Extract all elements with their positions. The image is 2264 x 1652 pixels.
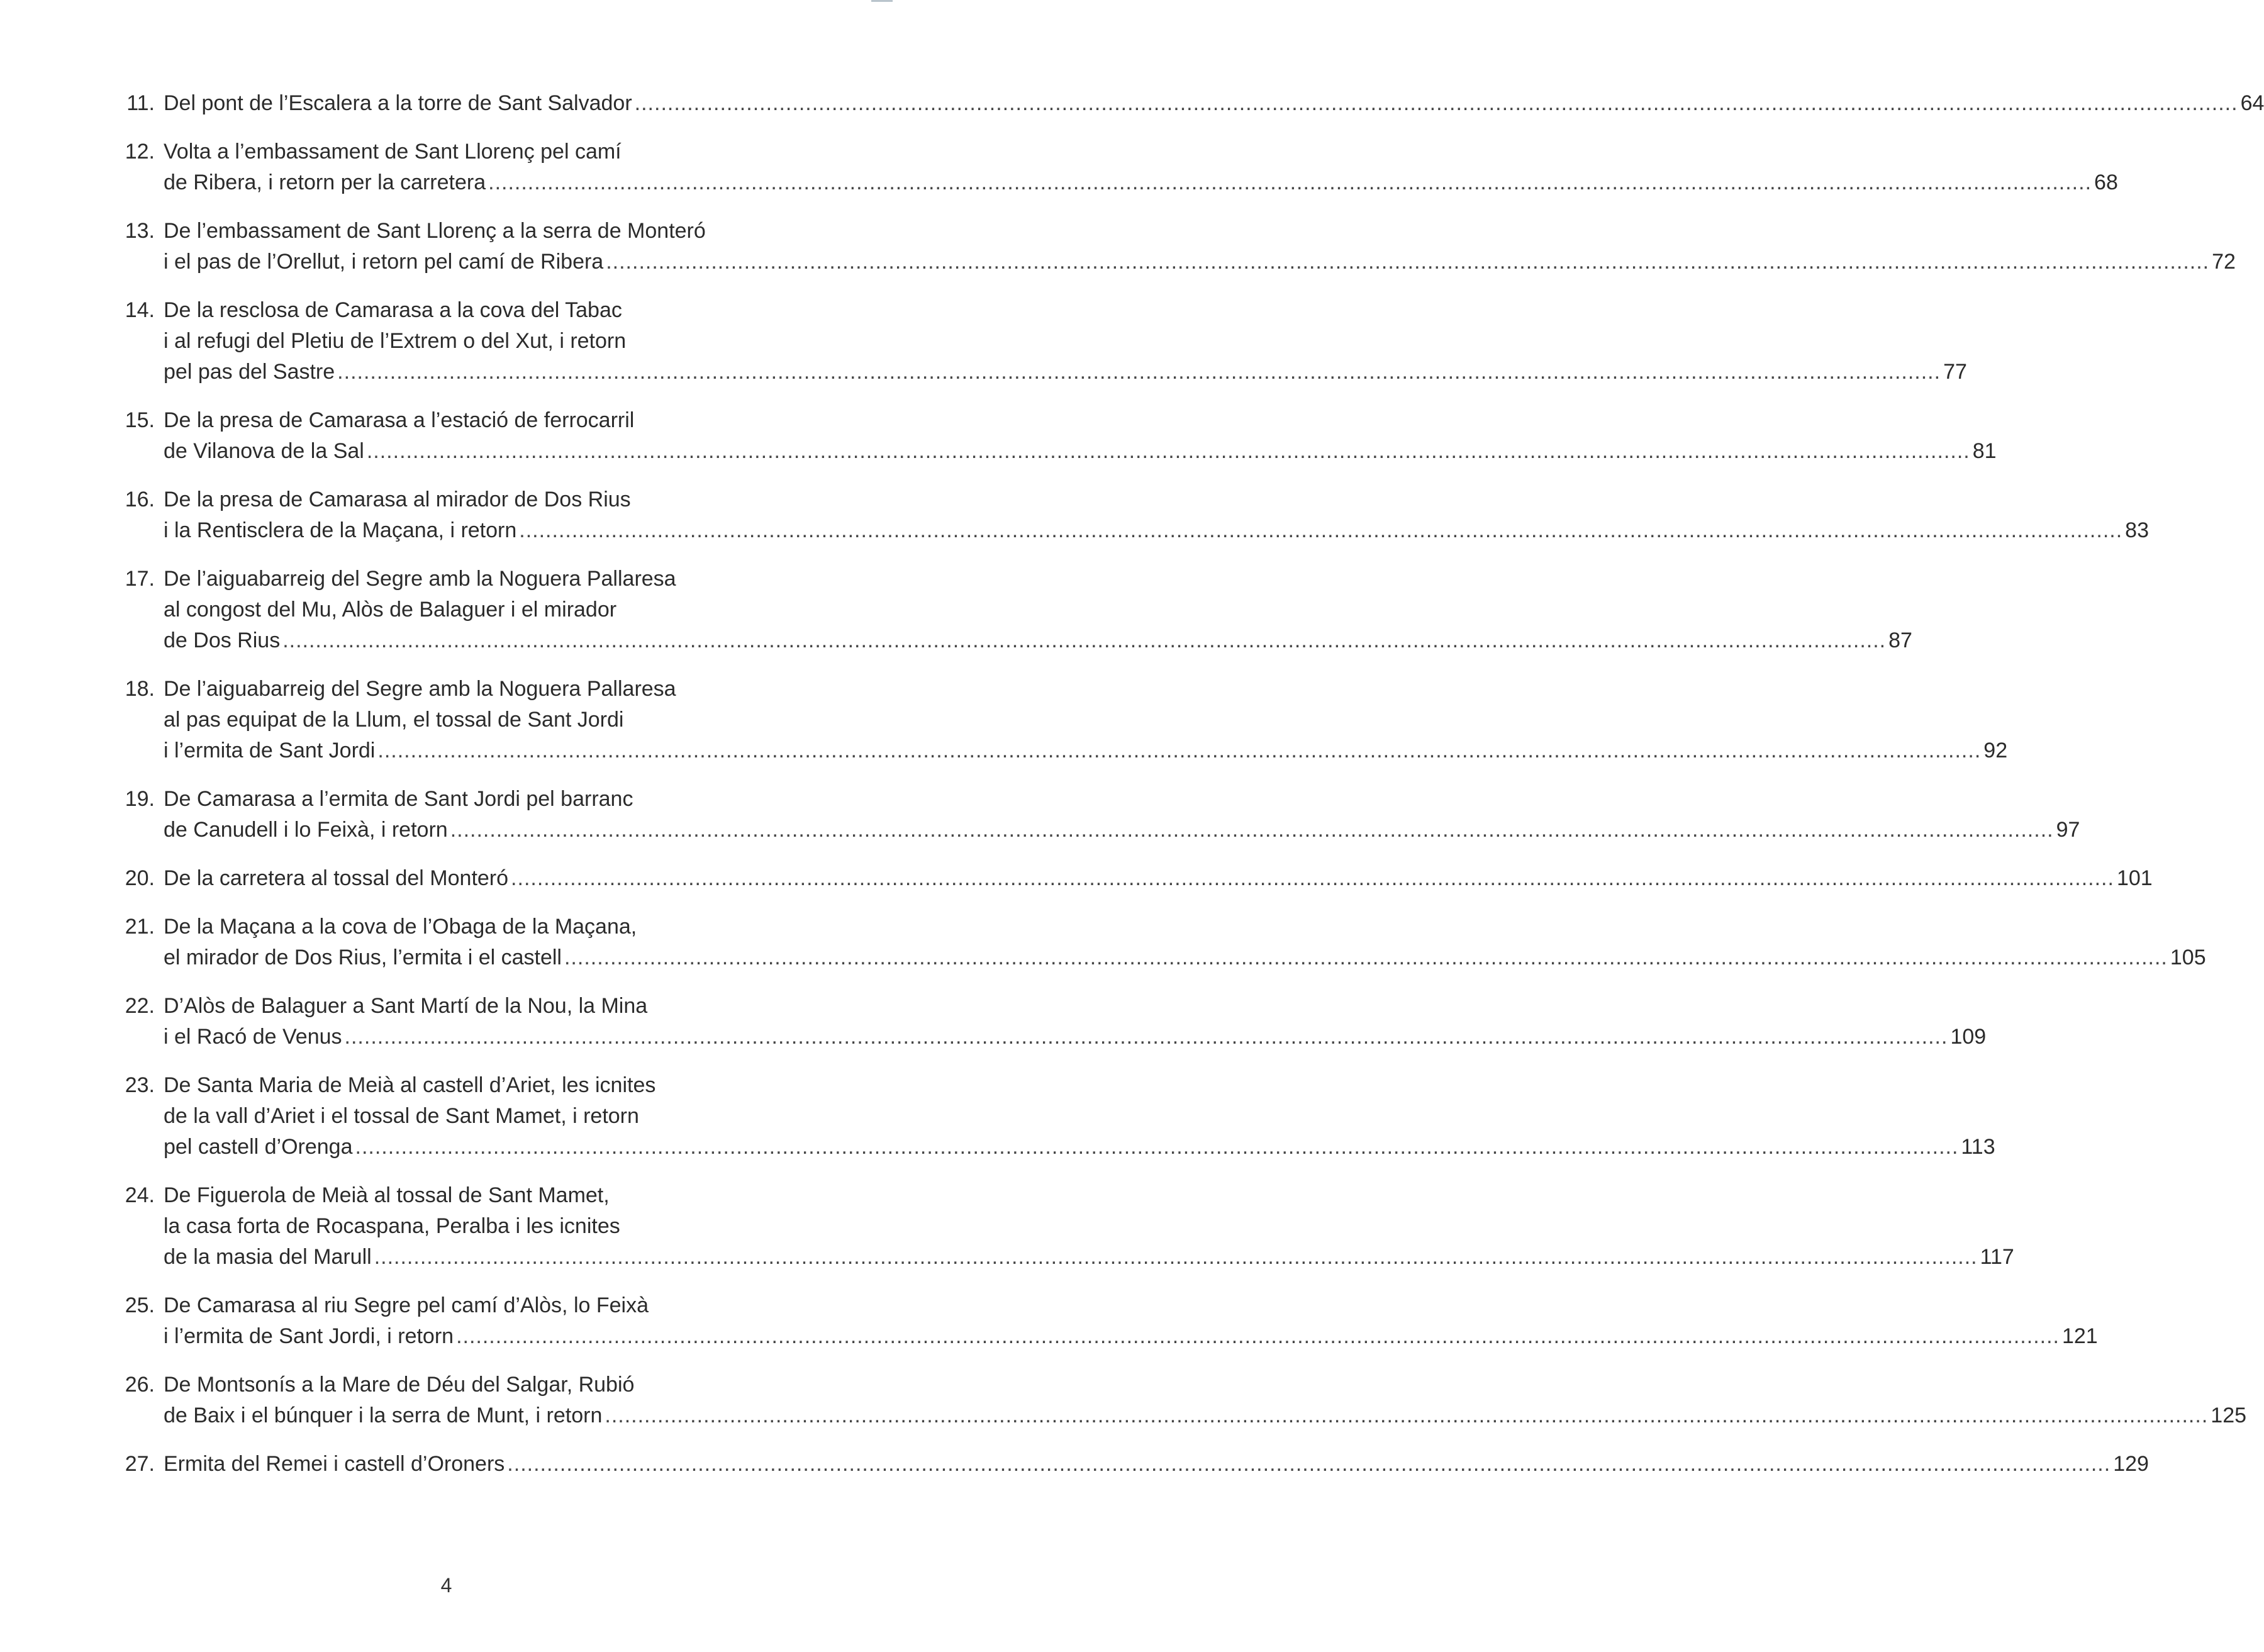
toc-entry [106, 912, 2206, 973]
toc-entry-last-line [164, 1022, 1986, 1052]
toc-entry-page: 68 [2094, 170, 2118, 194]
toc-entry [106, 1370, 2247, 1431]
toc-entry-title [164, 863, 2153, 894]
toc-entry [106, 1449, 2149, 1480]
toc-entry-page: 105 [2170, 946, 2206, 969]
toc-entry-last-line [164, 1242, 2014, 1273]
toc-entry-line: i al refugi del Pletiu de l’Extrem o del Xut, i retorn [164, 329, 627, 353]
toc-entry [106, 1070, 1995, 1163]
toc-entry-page: 87 [1888, 628, 1912, 652]
toc-entry-line: pel pas del Sastre [164, 360, 335, 384]
toc-entry-page: 77 [1943, 360, 1967, 384]
toc-entry [106, 484, 2149, 546]
toc-entry-number: 17. [125, 567, 155, 591]
dot-leader [488, 167, 2092, 198]
dot-leader [564, 942, 2168, 973]
toc-entry-line: De Camarasa al riu Segre pel camí d’Alòs, lo Feixà [164, 1293, 649, 1317]
toc-entry-line: De la resclosa de Camarasa a la cova del Tabac [164, 298, 622, 322]
toc-entry-title [164, 991, 1986, 1052]
toc-entry-title [164, 484, 2149, 546]
toc-entry-page: 125 [2211, 1404, 2247, 1427]
toc-entry-line: De Santa Maria de Meià al castell d’Ariet, les icnites [164, 1073, 656, 1097]
toc-entry-line: el mirador de Dos Rius, l’ermita i el castell [164, 946, 562, 969]
toc-entry [106, 564, 1912, 656]
toc-entry-last-line [164, 735, 2007, 766]
toc-entry-line: de la masia del Marull [164, 1245, 372, 1269]
toc-entry-line: De Montsonís a la Mare de Déu del Salgar, Rubió [164, 1373, 635, 1397]
page-number: 4 [440, 1574, 452, 1597]
toc-entry-last-line [164, 942, 2206, 973]
toc-entry [106, 674, 2008, 766]
toc-entry-page: 113 [1961, 1135, 1995, 1159]
toc-entry-number: 11. [126, 91, 155, 115]
toc-entry-title [164, 1070, 1995, 1163]
toc-entry-line: de la vall d’Ariet i el tossal de Sant Mamet, i retorn [164, 1104, 639, 1128]
toc-entry-number: 21. [125, 915, 155, 939]
toc-entry-line: i l’ermita de Sant Jordi [164, 739, 376, 762]
toc-entry-page: 92 [1983, 739, 2008, 762]
toc-entry-page: 64 [2240, 91, 2264, 115]
toc-entry-title [164, 216, 2236, 277]
toc-entry-line: De l’aiguabarreig del Segre amb la Noguera Pallaresa [164, 567, 676, 591]
toc-entry-line: De l’aiguabarreig del Segre amb la Noguera Pallaresa [164, 677, 676, 701]
toc-entry-page: 109 [1950, 1025, 1987, 1049]
toc-entry-line: de Baix i el búnquer i la serra de Munt, i retorn [164, 1404, 603, 1427]
toc-entry-title [164, 912, 2206, 973]
toc-entry-title [164, 674, 2007, 766]
toc-entry-line: De Camarasa a l’ermita de Sant Jordi pel barranc [164, 787, 633, 811]
toc-entry-title [164, 295, 1967, 388]
toc-entry-title [164, 1180, 2014, 1273]
toc-entry-number: 22. [125, 994, 155, 1018]
toc-entry-last-line [164, 1400, 2246, 1431]
toc-entry-line: De Figuerola de Meià al tossal de Sant Mamet, [164, 1183, 610, 1207]
toc-entry-last-line [164, 357, 1967, 388]
toc-entry [106, 863, 2153, 894]
toc-entry-line: De la presa de Camarasa al mirador de Dos Rius [164, 488, 631, 511]
toc-entry [106, 88, 2264, 119]
toc-entry-title [164, 1290, 2098, 1352]
toc-entry-line: De la carretera al tossal del Monteró [164, 866, 509, 890]
toc-entry [106, 991, 1987, 1052]
toc-entry-number: 26. [125, 1373, 155, 1397]
toc-entry-last-line [164, 815, 2080, 846]
toc-entry-last-line [164, 863, 2153, 894]
toc-entry-title [164, 88, 2264, 119]
toc-entry-page: 121 [2061, 1324, 2098, 1348]
toc-entry-last-line [164, 1321, 2098, 1352]
toc-entry-line: i l’ermita de Sant Jordi, i retorn [164, 1324, 454, 1348]
dot-leader [282, 625, 1886, 656]
toc-entry-line: i la Rentisclera de la Maçana, i retorn [164, 518, 517, 542]
toc-entry-number: 14. [125, 298, 155, 322]
toc-entry-number: 12. [125, 140, 155, 164]
toc-entry-line: de Dos Rius [164, 628, 281, 652]
toc-entry-line: D’Alòs de Balaguer a Sant Martí de la Nou, la Mina [164, 994, 648, 1018]
dot-leader [606, 247, 2209, 277]
toc-entry-title [164, 1370, 2246, 1431]
toc-entry-line: De la Maçana a la cova de l’Obaga de la Maçana, [164, 915, 637, 939]
toc-entry-last-line [164, 625, 1912, 656]
dot-leader [345, 1022, 1948, 1052]
toc-entry [106, 1290, 2098, 1352]
toc-entry-number: 15. [125, 408, 155, 432]
toc-entry-number: 24. [125, 1183, 155, 1207]
dot-leader [374, 1242, 1978, 1273]
toc-entry-line: la casa forta de Rocaspana, Peralba i les icnites [164, 1214, 620, 1238]
toc-entry-last-line [164, 1449, 2149, 1480]
toc-entry-last-line [164, 515, 2149, 546]
toc-entry-number: 23. [125, 1073, 155, 1097]
table-of-contents [106, 88, 2264, 1497]
toc-entry [106, 784, 2080, 846]
dot-leader [511, 863, 2114, 894]
toc-entry-title [164, 564, 1912, 656]
toc-entry-number: 13. [125, 219, 155, 243]
dot-leader [635, 88, 2238, 119]
toc-entry [106, 295, 1967, 388]
dot-leader [456, 1321, 2060, 1352]
toc-entry-title [164, 405, 1997, 467]
toc-entry-last-line [164, 1132, 1995, 1163]
dot-leader [367, 436, 1970, 467]
toc-entry-title [164, 1449, 2149, 1480]
toc-entry-number: 19. [125, 787, 155, 811]
toc-entry-last-line [164, 436, 1997, 467]
toc-entry-line: al pas equipat de la Llum, el tossal de Sant Jordi [164, 708, 624, 732]
toc-entry-number: 25. [125, 1293, 155, 1317]
dot-leader [355, 1132, 1959, 1163]
toc-entry-title [164, 137, 2118, 198]
dot-leader [450, 815, 2054, 846]
toc-entry-page: 129 [2113, 1452, 2149, 1476]
dot-leader [377, 735, 1981, 766]
toc-entry-last-line [164, 247, 2236, 277]
dot-leader [519, 515, 2122, 546]
toc-entry-title [164, 784, 2080, 846]
toc-entry-number: 18. [125, 677, 155, 701]
toc-entry-number: 27. [125, 1452, 155, 1476]
dot-leader [337, 357, 1941, 388]
toc-entry-line: i el Racó de Venus [164, 1025, 342, 1049]
toc-entry [106, 137, 2118, 198]
toc-entry [106, 216, 2236, 277]
toc-entry-line: Volta a l’embassament de Sant Llorenç pel camí [164, 140, 622, 164]
toc-entry-line: Del pont de l’Escalera a la torre de Sant Salvador [164, 91, 632, 115]
toc-entry-page: 83 [2125, 518, 2149, 542]
toc-entry [106, 1180, 2014, 1273]
toc-entry-line: de Ribera, i retorn per la carretera [164, 170, 486, 194]
toc-entry-number: 16. [125, 488, 155, 511]
toc-entry-number: 20. [125, 866, 155, 890]
toc-entry-page: 97 [2056, 818, 2080, 842]
page-edge-mark [871, 0, 893, 2]
toc-entry-line: de Canudell i lo Feixà, i retorn [164, 818, 448, 842]
toc-entry-line: De la presa de Camarasa a l’estació de ferrocarril [164, 408, 635, 432]
toc-entry-line: pel castell d’Orenga [164, 1135, 353, 1159]
toc-entry [106, 405, 1997, 467]
toc-entry-page: 101 [2116, 866, 2153, 890]
dot-leader [507, 1449, 2111, 1480]
toc-entry-line: i el pas de l’Orellut, i retorn pel camí de Ribera [164, 250, 604, 274]
toc-entry-line: Ermita del Remei i castell d’Oroners [164, 1452, 505, 1476]
toc-entry-line: de Vilanova de la Sal [164, 439, 364, 463]
toc-entry-line: al congost del Mu, Alòs de Balaguer i el mirador [164, 598, 617, 622]
toc-entry-last-line [164, 88, 2264, 119]
dot-leader [605, 1400, 2208, 1431]
toc-entry-last-line [164, 167, 2118, 198]
toc-entry-page: 117 [1980, 1245, 2014, 1269]
toc-entry-page: 72 [2212, 250, 2236, 274]
toc-entry-page: 81 [1972, 439, 1997, 463]
toc-entry-line: De l’embassament de Sant Llorenç a la serra de Monteró [164, 219, 706, 243]
